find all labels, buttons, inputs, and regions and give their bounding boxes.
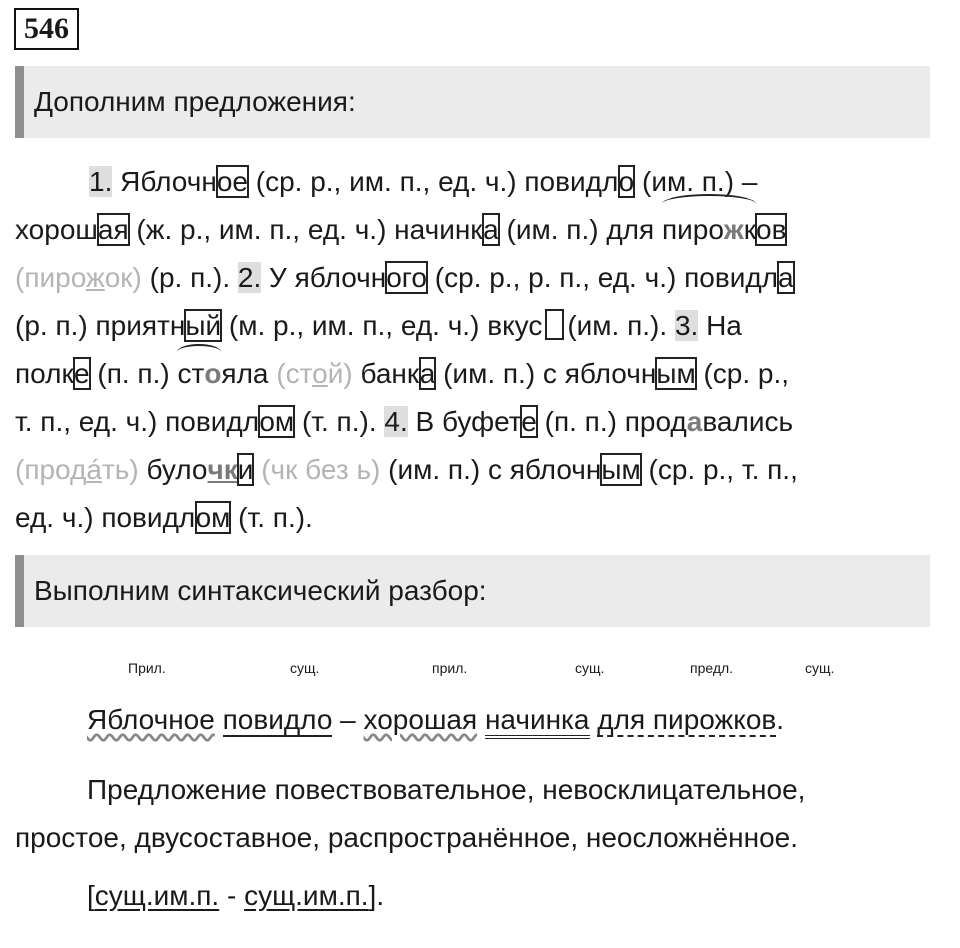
text: ед. ч.) повидл <box>15 502 196 533</box>
text: Яблочн <box>112 166 217 197</box>
pos-label: предл. <box>690 660 734 676</box>
ending-box: ый <box>185 310 222 341</box>
sentence-number: 1. <box>89 166 113 197</box>
exercise-line-7 <box>15 446 930 494</box>
text: (ср. р., т. п., <box>640 454 798 485</box>
text: (т. п.). <box>294 406 385 437</box>
text: В буфет <box>407 406 522 437</box>
pos-label: сущ. <box>575 660 605 676</box>
attribute-word: хорошая <box>363 704 478 735</box>
sentence-number: 2. <box>237 262 262 293</box>
section-heading-parse: Выполним синтаксический разбор: <box>15 555 930 627</box>
rule-note: (чк без ь) <box>253 454 381 485</box>
bracket: [ <box>87 880 95 911</box>
text: т. п., ед. ч.) повидл <box>15 406 260 437</box>
sentence-schema <box>87 876 384 916</box>
task-number: 546 <box>14 8 79 50</box>
bracket: ]. <box>368 880 385 911</box>
period: . <box>776 704 785 735</box>
ending-box: а <box>419 358 436 389</box>
pos-label: прил. <box>432 660 468 676</box>
check-letter: ж <box>85 262 105 293</box>
check-letter: а́ <box>86 454 102 485</box>
exercise-line-8 <box>15 494 930 542</box>
exercise-line-6 <box>15 398 930 446</box>
ending-box: ов <box>756 214 787 245</box>
separator: - <box>219 880 245 911</box>
ending-box: ого <box>386 262 427 293</box>
ending-box: ом <box>259 406 295 437</box>
text: (ср. р., р. п., ед. ч.) повидл <box>426 262 779 293</box>
text: (ср. р., им. п., ед. ч.) повидл <box>247 166 619 197</box>
object-phrase: для пирожков <box>597 704 777 735</box>
check-word: ок) <box>104 262 142 293</box>
subject-word: повидло <box>222 704 333 735</box>
text: (п. п.) прод <box>536 406 687 437</box>
root-arc <box>662 206 756 254</box>
text: (ж. р., им. п., ед. ч.) начинк <box>128 214 484 245</box>
orthogram-letters: чк <box>207 454 238 485</box>
check-word: й) <box>327 358 361 389</box>
description-line-1: Предложение повествовательное, невосклицательное, <box>87 774 806 805</box>
exercise-line-5 <box>15 350 930 398</box>
parsed-sentence <box>87 700 784 740</box>
text: (им. п.) с яблочн <box>380 454 602 485</box>
attribute-word: Яблочное <box>87 704 215 735</box>
sentence-number: 4. <box>384 406 408 437</box>
text: (м. р., им. п., ед. ч.) вкус <box>221 310 543 341</box>
ending-box: ым <box>601 454 641 485</box>
ending-box: ое <box>216 166 248 197</box>
text: (им. п.). <box>567 310 675 341</box>
text: хорош <box>15 214 98 245</box>
orthogram-letter: о <box>204 358 222 389</box>
ending-box: е <box>521 406 537 437</box>
exercise-text <box>15 158 930 542</box>
pos-label: сущ. <box>805 660 835 676</box>
text: (р. п.). <box>141 262 238 293</box>
text: (т. п.). <box>230 502 313 533</box>
exercise-line-1 <box>15 158 930 206</box>
text: У яблочн <box>261 262 387 293</box>
check-letter: о <box>312 358 328 389</box>
text: (п. п.) <box>89 358 178 389</box>
exercise-line-2 <box>15 206 930 254</box>
text: (им. п.) с яблочн <box>435 358 657 389</box>
sentence-description <box>15 766 930 862</box>
text: к <box>743 214 757 245</box>
ending-box: и <box>237 454 254 485</box>
empty-ending-box <box>545 309 564 340</box>
text: На <box>698 310 742 341</box>
check-word: (пиро <box>15 262 86 293</box>
check-word: (прод <box>15 454 87 485</box>
ending-box: ым <box>656 358 696 389</box>
section-heading-complete: Дополним предложения: <box>15 66 930 138</box>
exercise-line-3 <box>15 254 930 302</box>
text: пиро <box>661 214 724 245</box>
check-word: (ст <box>268 358 313 389</box>
ending-box: а <box>778 262 794 293</box>
text: банк <box>360 358 420 389</box>
text: (ср. р., <box>695 358 790 389</box>
pos-label: Прил. <box>128 660 166 676</box>
description-line-2: простое, двусоставное, распространённое, неосложнённое. <box>15 822 799 853</box>
check-word: ть) <box>101 454 139 485</box>
text: полк <box>15 358 75 389</box>
pos-label: сущ. <box>290 660 320 676</box>
orthogram-letter: ж <box>723 214 744 245</box>
ending-box: ая <box>97 214 129 245</box>
ending-box: е <box>74 358 90 389</box>
predicate-word: начинка <box>485 704 590 739</box>
text: вались <box>702 406 794 437</box>
ending-box: а <box>483 214 499 245</box>
text: (р. п.) приятн <box>15 310 186 341</box>
schema-subject: сущ.им.п. <box>94 880 220 911</box>
text: було <box>138 454 208 485</box>
exercise-line-4 <box>15 302 930 350</box>
text: (им. п.) – <box>634 166 758 197</box>
ending-box: ом <box>195 502 231 533</box>
sentence-number: 3. <box>674 310 699 341</box>
text: (им. п.) для <box>498 214 662 245</box>
schema-predicate: сущ.им.п. <box>244 880 369 911</box>
text: яла <box>221 358 269 389</box>
orthogram-letter: а <box>686 406 703 437</box>
dash: – <box>332 704 364 735</box>
ending-box: о <box>618 166 635 197</box>
text: ст <box>177 358 205 389</box>
root-arc <box>177 350 221 398</box>
